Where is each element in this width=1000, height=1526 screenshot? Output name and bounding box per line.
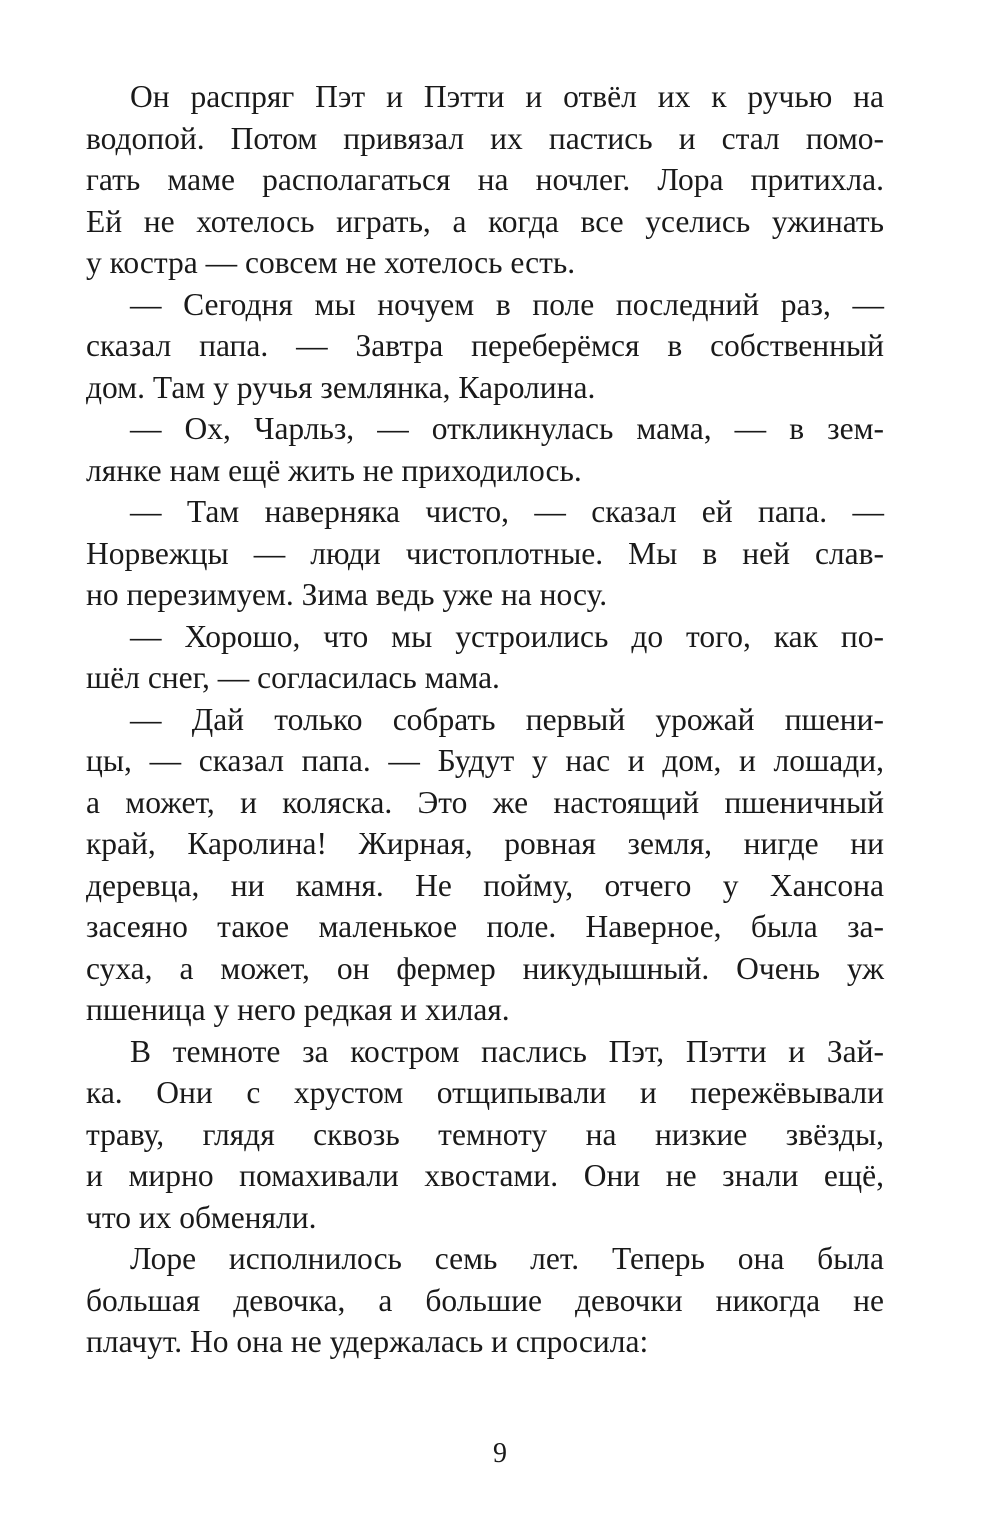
text-line: сказал папа. — Завтра переберёмся в собственный [86, 328, 884, 363]
text-line: засеяно такое маленькое поле. Наверное, была за- [86, 909, 884, 944]
text-line: цы, — сказал папа. — Будут у нас и дом, и лошади, [86, 743, 884, 778]
paragraph [86, 1031, 884, 1239]
page-number: 9 [493, 1438, 507, 1469]
text-line: но перезимуем. Зима ведь уже на носу. [86, 577, 608, 612]
text-line: В темноте за костром паслись Пэт, Пэтти и Зай- [130, 1033, 884, 1069]
paragraph [86, 76, 884, 284]
text-line: Норвежцы — люди чистоплотные. Мы в ней слав- [86, 535, 884, 571]
text-line: большая девочка, а большие девочки никогда не [86, 1282, 884, 1318]
paragraph [86, 699, 884, 1031]
text-line: Лоре исполнилось семь лет. Теперь она была [130, 1241, 884, 1276]
text-line: суха, а может, он фермер никудышный. Очень уж [86, 950, 884, 986]
paragraph [86, 284, 884, 409]
paragraph [86, 616, 884, 699]
text-line: у костра — совсем не хотелось есть. [86, 245, 576, 280]
text-line: водопой. Потом привязал их пастись и стал помо- [86, 120, 884, 156]
text-line: — Сегодня мы ночуем в поле последний раз, — [130, 286, 884, 322]
text-line: шёл снег, — согласилась мама. [86, 660, 500, 695]
paragraph [86, 491, 884, 616]
text-line: а может, и коляска. Это же настоящий пшеничный [86, 784, 884, 820]
text-line: лянке нам ещё жить не приходилось. [86, 452, 582, 488]
text-line: Он распряг Пэт и Пэтти и отвёл их к ручью на [130, 79, 884, 114]
text-line: ка. Они с хрустом отщипывали и пережёвывали [86, 1075, 884, 1110]
text-line: гать маме располагаться на ночлег. Лора притихла. [86, 162, 884, 197]
text-line: край, Каролина! Жирная, ровная земля, нигде ни [86, 826, 884, 861]
paragraph [86, 1238, 884, 1363]
text-line: что их обменяли. [86, 1199, 317, 1235]
text-line: дом. Там у ручья землянка, Каролина. [86, 369, 596, 405]
text-line: Ей не хотелось играть, а когда все уселись ужинать [86, 203, 884, 239]
text-body [86, 76, 884, 1363]
text-line: — Дай только собрать первый урожай пшени- [130, 701, 884, 737]
text-line: и мирно помахивали хвостами. Они не знали ещё, [86, 1158, 884, 1193]
text-line: плачут. Но она не удержалась и спросила: [86, 1324, 649, 1359]
text-line: — Ох, Чарльз, — откликнулась мама, — в зем- [130, 411, 884, 446]
text-line: деревца, ни камня. Не пойму, отчего у Хансона [86, 867, 884, 903]
text-line: — Там наверняка чисто, — сказал ей папа. — [130, 494, 884, 529]
paragraph [86, 408, 884, 491]
text-line: — Хорошо, что мы устроились до того, как по- [130, 618, 884, 654]
text-line: пшеница у него редкая и хилая. [86, 992, 510, 1027]
text-line: траву, глядя сквозь темноту на низкие звёзды, [86, 1116, 884, 1152]
